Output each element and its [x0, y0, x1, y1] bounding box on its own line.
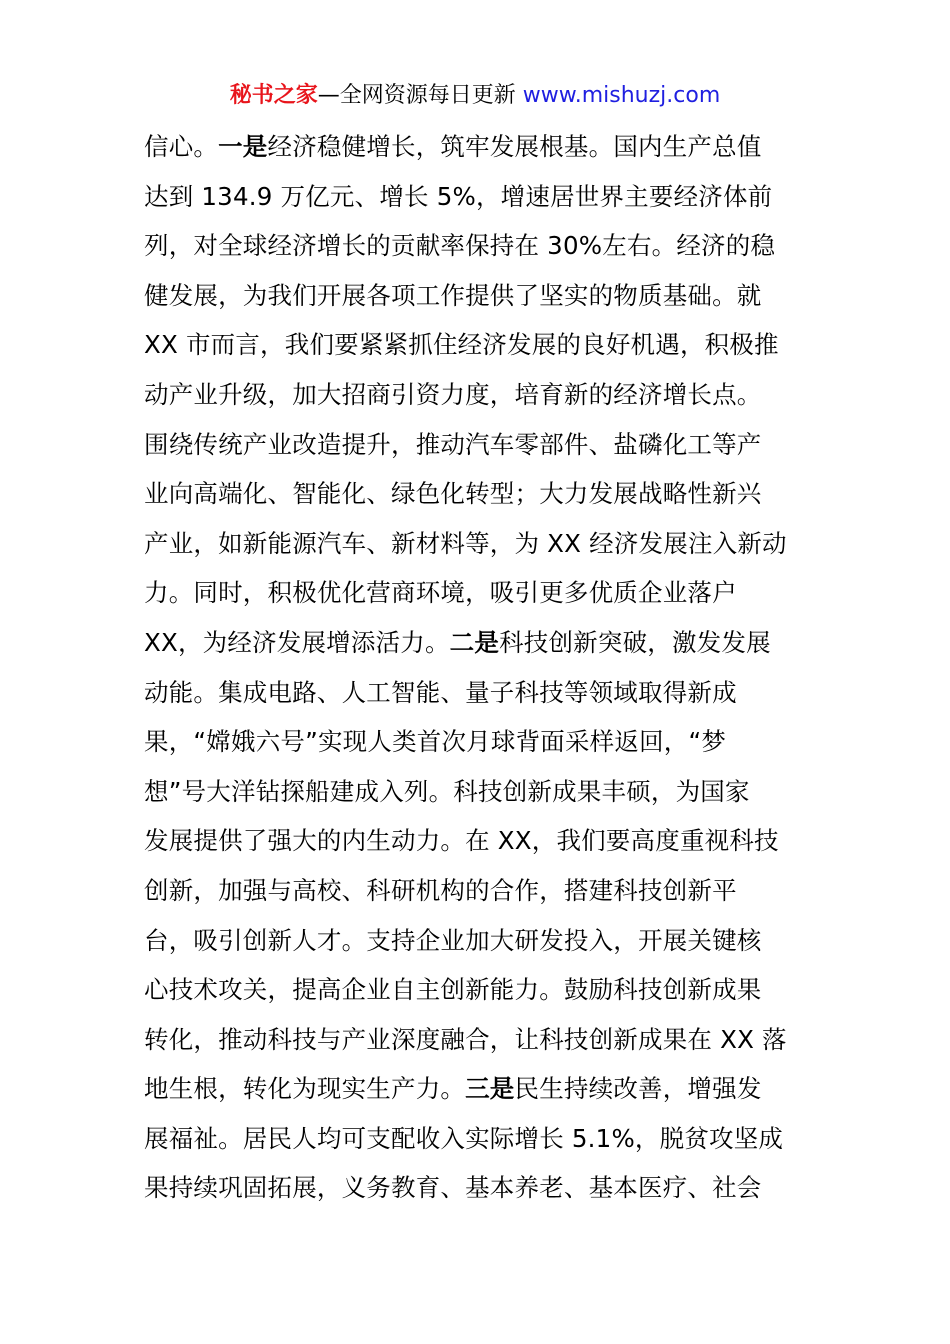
site-url: www.mishuzj.com — [522, 83, 721, 108]
page-header — [0, 80, 950, 112]
body-text: 创新，加强与高校、科研机构的合作，搭建科技创新平 — [144, 875, 737, 905]
body-text: 经济稳健增长，筑牢发展根基。国内生产总值 — [267, 132, 762, 161]
body-text: 转化，推动科技与产业深度融合，让科技创新成果在 XX 落 — [144, 1024, 787, 1054]
body-text: 心技术攻关，提高企业自主创新能力。鼓励科技创新成果 — [144, 975, 762, 1005]
body-text: 想”号大洋钻探船建成入列。科技创新成果丰硕，为国家 — [144, 776, 750, 806]
text-line — [144, 866, 824, 916]
body-text: 达到 134.9 万亿元、增长 5%，增速居世界主要经济体前 — [144, 181, 773, 211]
text-line — [144, 965, 824, 1015]
text-line — [144, 767, 824, 817]
bold-lead-text: 三是 — [465, 1074, 515, 1104]
text-line — [144, 1163, 824, 1213]
body-text: 台，吸引创新人才。支持企业加大研发投入，开展关键核 — [144, 925, 762, 955]
body-text: 民生持续改善，增强发 — [514, 1074, 762, 1104]
bold-lead-text: 一是 — [218, 132, 268, 161]
text-line — [144, 420, 824, 470]
text-line — [144, 568, 824, 618]
body-text: 动产业升级，加大招商引资力度，培育新的经济增长点。 — [144, 379, 762, 409]
text-line — [144, 221, 824, 271]
body-text: 产业，如新能源汽车、新材料等，为 XX 经济发展注入新动 — [144, 528, 787, 558]
text-line — [144, 271, 824, 321]
bold-lead-text: 二是 — [449, 627, 500, 657]
text-line — [144, 370, 824, 420]
text-line — [144, 1015, 824, 1065]
text-line — [144, 172, 824, 222]
body-text: 展福祉。居民人均可支配收入实际增长 5.1%，脱贫攻坚成 — [144, 1123, 784, 1153]
text-line — [144, 469, 824, 519]
text-line — [144, 1064, 824, 1114]
text-line — [144, 519, 824, 569]
text-line — [144, 320, 824, 370]
text-line — [144, 916, 824, 966]
header-tagline: —全网资源每日更新 — [317, 83, 523, 108]
body-text: 列，对全球经济增长的贡献率保持在 30%左右。经济的稳 — [144, 231, 776, 261]
body-text: 业向高端化、智能化、绿色化转型；大力发展战略性新兴 — [144, 479, 762, 509]
body-text: 发展提供了强大的内生动力。在 XX，我们要高度重视科技 — [144, 826, 779, 856]
body-text: 果，“嫦娥六号”实现人类首次月球背面采样返回，“梦 — [144, 727, 727, 757]
body-text: 地生根，转化为现实生产力。 — [144, 1074, 466, 1104]
body-text: 信心。 — [144, 132, 219, 161]
body-text: XX 市而言，我们要紧紧抓住经济发展的良好机遇，积极推 — [144, 330, 779, 360]
body-text: 果持续巩固拓展，义务教育、基本养老、基本医疗、社会 — [144, 1173, 762, 1203]
document-body — [144, 122, 824, 1213]
body-text: 科技创新突破，激发发展 — [499, 627, 771, 657]
text-line — [144, 122, 824, 172]
body-text: 力。同时，积极优化营商环境，吸引更多优质企业落户 — [144, 578, 737, 608]
body-text: 围绕传统产业改造提升，推动汽车零部件、盐磷化工等产 — [144, 429, 762, 459]
body-text: XX，为经济发展增添活力。 — [144, 627, 450, 657]
body-text: 健发展，为我们开展各项工作提供了坚实的物质基础。就 — [144, 280, 762, 310]
text-line — [144, 816, 824, 866]
text-line — [144, 717, 824, 767]
body-text: 动能。集成电路、人工智能、量子科技等领域取得新成 — [144, 677, 737, 707]
text-line — [144, 668, 824, 718]
brand-name: 秘书之家 — [229, 83, 318, 108]
text-line — [144, 618, 824, 668]
text-line — [144, 1114, 824, 1164]
